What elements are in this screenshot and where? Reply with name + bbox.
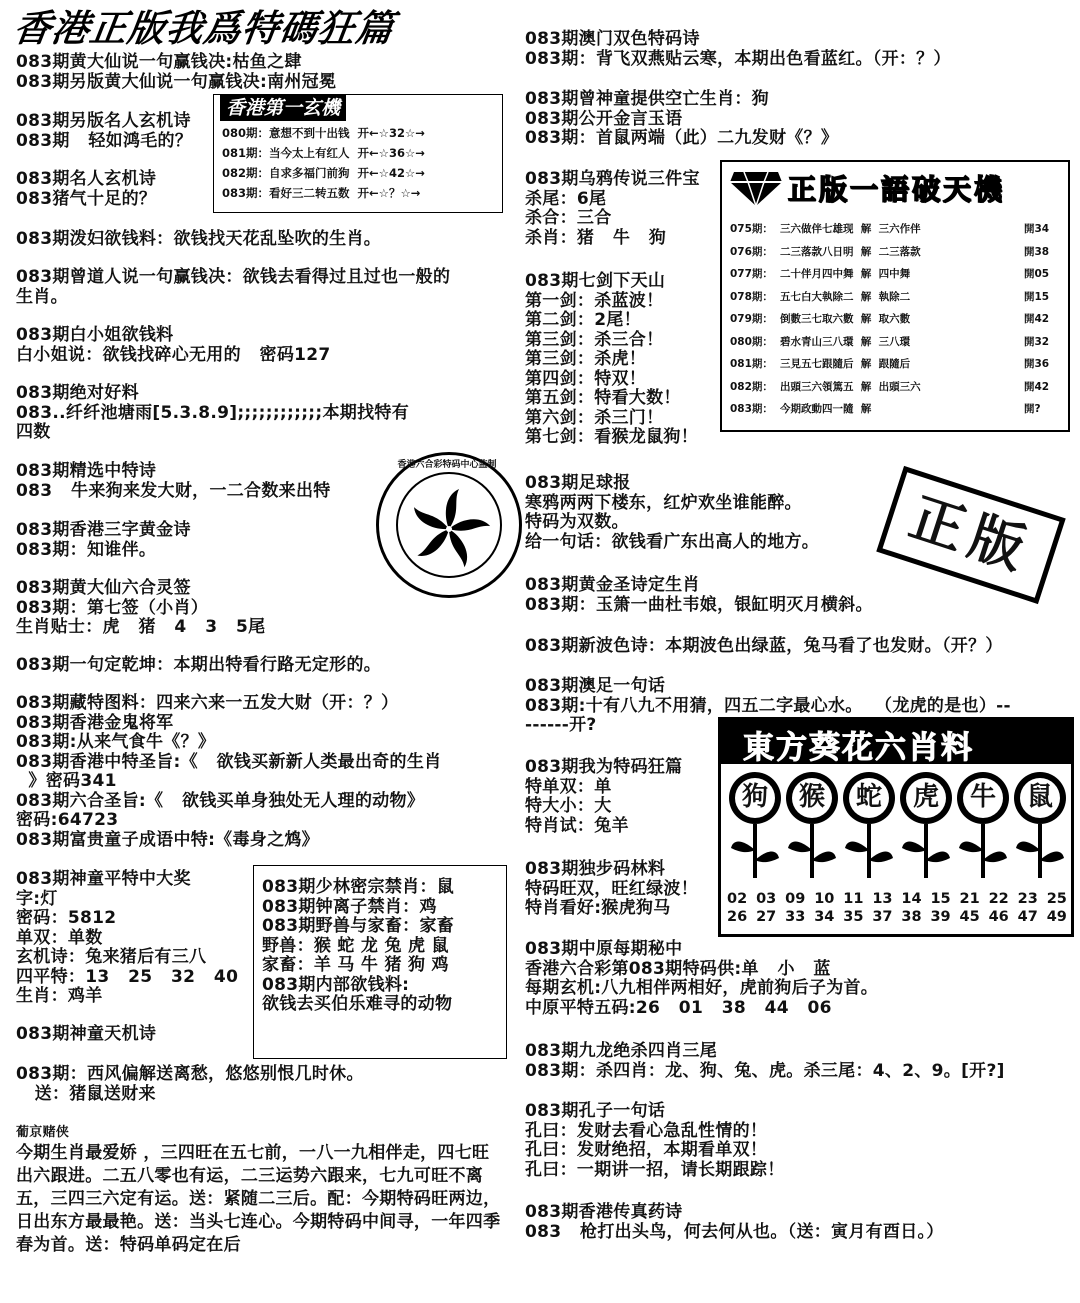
- tianji-result: 開32: [1024, 335, 1050, 348]
- tianji-text: 今期政動四一隨 解: [780, 403, 872, 415]
- xuanji-title: 香港第一玄機: [220, 95, 346, 121]
- zodiac-label: 虎: [912, 782, 939, 812]
- text-line: 083期一句定乾坤：本期出特看行路无定形的。: [16, 655, 382, 675]
- text-line: 生肖：鸡羊: [16, 986, 103, 1006]
- text-line: 083期白小姐欲钱料: [16, 325, 174, 345]
- zodiac-label: 牛: [969, 782, 996, 812]
- tianji-issue: 076期：: [730, 245, 773, 258]
- flower-box: [718, 717, 1074, 937]
- zhengban-stamp: 正版: [876, 466, 1065, 604]
- number-cell: 25: [1046, 891, 1067, 907]
- tianji-row: [730, 353, 1062, 376]
- flower-item: [955, 768, 1011, 880]
- text-line: 孔曰：一期讲一招，请长期跟踪！: [525, 1159, 785, 1180]
- text-line: 083期独步码林料: [525, 859, 666, 879]
- xuanji-row: 080期：意想不到十出钱 开←☆32☆→: [222, 126, 425, 140]
- text-line: 083期黄大仙说一句赢钱决:枯鱼之肆: [16, 52, 302, 72]
- text-line: 083期绝对好料: [16, 383, 139, 403]
- tianji-text: 倒數三七取六數 解 取六數: [780, 313, 911, 325]
- number-cell: 34: [814, 909, 835, 925]
- text-line: 083期公开金言玉语: [525, 108, 683, 129]
- flower-row: [727, 768, 1067, 880]
- zodiac-label: 狗: [741, 782, 768, 812]
- text-line: 每期玄机:八九相伴两相好，虎前狗后子为首。: [525, 978, 879, 998]
- text-line: 家畜：羊 马 牛 猪 狗 鸡: [262, 955, 449, 975]
- text-line: 特肖看好:猴虎狗马: [525, 898, 671, 918]
- tianji-result: 開15: [1024, 290, 1050, 303]
- text-line: 083期香港中特圣旨:《 欲钱买新新人类最出奇的生肖: [16, 751, 442, 772]
- flower-item: [898, 768, 954, 880]
- text-line: 083期曾神童提供空亡生肖：狗: [525, 89, 769, 109]
- zodiac-label: 鼠: [1026, 782, 1053, 812]
- tianji-row: [730, 263, 1062, 286]
- text-line: 密码:64723: [16, 810, 119, 830]
- text-line: 083期澳门双色特码诗: [525, 29, 700, 49]
- text-line: 083期:十有八九不用猜，四五二字最心水。 （龙虎的是也）--: [525, 695, 1011, 716]
- flower-item: [727, 768, 783, 880]
- tianji-row: [730, 398, 1062, 421]
- text-line: 083期六合圣旨:《 欲钱买单身独处无人理的动物》: [16, 790, 425, 811]
- left-block-12: [16, 694, 516, 850]
- right-block-11: [525, 940, 1075, 1018]
- text-line: 特码为双数。: [525, 512, 629, 532]
- text-line: 字:灯: [16, 888, 58, 909]
- tianji-box: [720, 160, 1070, 432]
- bauhinia-icon: [379, 455, 519, 595]
- right-block-14: [525, 1203, 1075, 1242]
- text-line: 083期曾道人说一句赢钱决：欲钱去看得过且过也一般的: [16, 267, 451, 287]
- text-line: 083期香港金鬼将军: [16, 712, 174, 733]
- text-line: 083期：西风偏解送离愁，悠悠别恨几时休。: [16, 1064, 364, 1084]
- text-line: 特肖试：兔羊: [525, 815, 629, 836]
- text-line: 083期另版名人玄机诗: [16, 111, 191, 131]
- text-line: 杀肖：猪 牛 狗: [525, 227, 667, 248]
- text-line: 四平特：13 25 32 40: [16, 966, 239, 987]
- tianji-text: 三見五七跟隨后 解 跟隨后: [780, 358, 911, 370]
- text-line: 083期新波色诗：本期波色出绿蓝，兔马看了也发财。（开？）: [525, 636, 1003, 656]
- text-line: 083期另版黄大仙说一句赢钱决:南州冠冕: [16, 71, 337, 92]
- text-line: 特码旺双，旺红绿波！: [525, 878, 698, 899]
- number-cell: 03: [756, 891, 777, 907]
- text-line: 083期：首鼠两端（此）二九发财《？》: [525, 128, 839, 148]
- tianji-text: 二十伴月四中舞 解 四中舞: [780, 268, 911, 280]
- number-cell: 38: [901, 909, 922, 925]
- text-line: 孔曰：发财绝招，本期看单双！: [525, 1140, 768, 1160]
- text-line: 083期九龙绝杀四肖三尾: [525, 1041, 718, 1061]
- text-line: 第一剑：杀蓝波！: [525, 290, 664, 311]
- tianji-issue: 077期：: [730, 268, 773, 280]
- text-line: 083期藏特图料：四来六来一五发大财（开：？）: [16, 693, 399, 713]
- tianji-result: 開34: [1024, 223, 1050, 235]
- right-block-1: [525, 30, 1075, 69]
- text-line: 玄机诗：兔来猪后有三八: [16, 947, 207, 967]
- shaolin-box: [253, 865, 507, 1059]
- number-cell: 11: [843, 891, 864, 907]
- number-cell: 02: [727, 891, 748, 907]
- tianji-issue: 080期：: [730, 335, 773, 348]
- xuanji-box: [213, 94, 503, 213]
- text-line: 083期神童天机诗: [16, 1024, 157, 1044]
- number-cell: 13: [872, 891, 893, 907]
- zodiac-label: 蛇: [855, 782, 882, 812]
- text-line: 第二剑：2尾！: [525, 310, 641, 330]
- text-line: 第五剑：特看大数！: [525, 388, 681, 408]
- text-line: 第六剑：杀三门！: [525, 407, 664, 428]
- left-block-5: [16, 268, 516, 307]
- tianji-result: 開36: [1024, 358, 1050, 370]
- tianji-issue: 075期：: [730, 223, 773, 235]
- tianji-row: [730, 286, 1062, 309]
- left-block-11: [16, 656, 516, 676]
- number-cell: 23: [1017, 891, 1038, 907]
- text-line: 083期：玉箫一曲杜韦娘，银缸明灭月横斜。: [525, 594, 873, 615]
- text-line: 送：猪鼠送财来: [16, 1083, 156, 1104]
- number-cell: 10: [814, 891, 835, 907]
- text-line: 083期黄金圣诗定生肖: [525, 575, 700, 595]
- left-block-7: [16, 384, 516, 443]
- text-line: 第七剑：看猴龙鼠狗！: [525, 427, 698, 447]
- text-paragraph: 今期生肖最爱娇 ，三四旺在五七前，一八一九相伴走，四七旺出六跟进。二五八零也有运，二三运势六跟来，七九可旺不离五，三四三六定有运。送：紧随二三后。配：今期特码旺两边，日出东方最最艳。送：当头七连心。今期特码中间寻，一年四季春为首。送：特码单码定在后: [16, 1143, 501, 1255]
- page-headline: 香港正版我爲特碼狂篇: [10, 6, 398, 50]
- tianji-row: [730, 331, 1062, 354]
- text-line: 083期内部欲钱料:: [262, 974, 410, 995]
- tianji-row: [730, 218, 1062, 241]
- number-cell: 46: [988, 909, 1009, 925]
- text-line: 083期 轻如鸿毛的？: [16, 130, 193, 151]
- text-line: 083期富贵童子成语中特:《毒身之鸩》: [16, 829, 319, 850]
- text-line: 生肖。: [16, 286, 68, 307]
- number-cell: 26: [727, 909, 748, 925]
- tianji-text: 碧水青山三八環 解 三八環: [780, 335, 911, 348]
- number-cell: 22: [988, 891, 1009, 907]
- left-block-16: [16, 1124, 516, 1257]
- number-row: [727, 890, 1067, 908]
- text-line: 寒鸦两两下楼东，红炉欢坐谁能醉。: [525, 492, 802, 513]
- text-line: 083期我为特码狂篇: [525, 757, 683, 777]
- tianji-title: 正版一語破天機: [788, 173, 1006, 206]
- tianji-text: 出頭三六領篤五 解 出頭三六: [780, 380, 921, 393]
- number-cell: 33: [785, 909, 806, 925]
- tianji-result: 開05: [1024, 268, 1050, 280]
- tianji-text: 三六做伴七雄现 解 三六作伴: [780, 223, 921, 235]
- text-line: 083期：杀四肖：龙、狗、兔、虎。杀三尾：4、2、9。[开?]: [525, 1060, 1005, 1081]
- text-line: 香港六合彩第083期特码供:单 小 蓝: [525, 958, 831, 979]
- right-block-7: [525, 637, 1075, 657]
- flower-item: [784, 768, 840, 880]
- number-cell: 37: [872, 909, 893, 925]
- tianji-result: 開42: [1024, 313, 1050, 325]
- text-line: 083期:从来气食牛《？》: [16, 732, 216, 752]
- tianji-issue: 078期：: [730, 290, 773, 303]
- text-line: 杀合：三合: [525, 208, 612, 228]
- text-line: 083期名人玄机诗: [16, 169, 157, 189]
- tianji-row: [730, 241, 1062, 264]
- text-line: 生肖贴士：虎 猪 4 3 5尾: [16, 617, 266, 637]
- text-line: 083期野兽与家畜：家畜: [262, 916, 455, 936]
- text-line: 083期七剑下天山: [525, 271, 666, 291]
- text-line: 083期：知谁伴。: [16, 539, 157, 560]
- number-cell: 27: [756, 909, 777, 925]
- text-line: 单双：单数: [16, 927, 103, 948]
- text-line: 083期香港传真药诗: [525, 1202, 683, 1222]
- right-block-12: [525, 1042, 1075, 1081]
- diamond-icon: [728, 168, 784, 212]
- text-line: 083期香港三字黄金诗: [16, 520, 191, 540]
- section-title: 葡京赌侠: [16, 1125, 70, 1140]
- text-line: 083期：背飞双燕贴云寒，本期出色看蓝红。（开：？）: [525, 48, 951, 69]
- text-line: 四数: [16, 422, 51, 442]
- tianji-result: 開?: [1024, 403, 1041, 415]
- text-line: 孔曰：发财去看心急乱性情的！: [525, 1120, 768, 1141]
- text-line: 083期乌鸦传说三件宝: [525, 169, 700, 189]
- number-cell: 15: [930, 891, 951, 907]
- text-line: 083期中原每期秘中: [525, 939, 683, 959]
- number-cell: 45: [959, 909, 980, 925]
- tianji-issue: 083期：: [730, 403, 773, 415]
- text-line: 083期足球报: [525, 473, 631, 493]
- text-line: 083期少林密宗禁肖：鼠: [262, 877, 455, 897]
- text-line: 第四剑：特双！: [525, 368, 647, 389]
- flower-item: [1012, 768, 1068, 880]
- number-cell: 09: [785, 891, 806, 907]
- tianji-issue: 079期：: [730, 313, 773, 325]
- tianji-row: [730, 376, 1062, 399]
- text-line: 》密码341: [16, 771, 117, 791]
- text-line: 特单双：单: [525, 776, 612, 797]
- text-line: 白小姐说：欲钱找碎心无用的 密码127: [16, 344, 331, 365]
- flower-item: [841, 768, 897, 880]
- xuanji-row: 082期：自求多福门前狗 开←☆42☆→: [222, 166, 425, 180]
- text-line: 第三剑：杀虎！: [525, 349, 647, 369]
- hk-emblem: [376, 452, 522, 598]
- text-line: 083期澳足一句话: [525, 676, 666, 696]
- xuanji-rows: [222, 123, 425, 203]
- number-cell: 47: [1017, 909, 1038, 925]
- text-line: 083..纤纤池塘雨[5.3.8.9];;;;;;;;;;;;本期找特有: [16, 402, 410, 423]
- number-cell: 14: [901, 891, 922, 907]
- text-line: 083期钟离子禁肖：鸡: [262, 896, 437, 917]
- right-block-13: [525, 1102, 1075, 1180]
- text-line: 083猪气十足的？: [16, 188, 157, 209]
- text-line: 特大小：大: [525, 796, 612, 816]
- left-block-1: [16, 53, 516, 92]
- xuanji-row: 083期：看好三二转五数 开←☆？☆→: [222, 186, 421, 200]
- tianji-result: 開38: [1024, 245, 1050, 258]
- text-line: 083期神童平特中大奖: [16, 869, 191, 889]
- tianji-issue: 081期：: [730, 358, 773, 370]
- right-block-2: [525, 90, 1075, 149]
- flower-title: 東方葵花六肖料: [743, 730, 974, 766]
- xuanji-row: 081期：当今太上有红人 开←☆36☆→: [222, 146, 425, 160]
- text-line: 密码：5812: [16, 908, 117, 928]
- left-block-6: [16, 326, 516, 365]
- left-block-4: [16, 230, 516, 250]
- number-cell: 49: [1046, 909, 1067, 925]
- number-row: [727, 908, 1067, 926]
- tianji-rows: [730, 218, 1062, 421]
- left-block-15: [16, 1065, 516, 1104]
- text-line: 083期：第七签（小肖）: [16, 597, 209, 618]
- number-cell: 21: [959, 891, 980, 907]
- zodiac-label: 猴: [798, 782, 825, 812]
- text-line: 第三剑：杀三合！: [525, 329, 664, 350]
- text-line: 083 枪打出头鸟，何去何从也。（送：寅月有酉日。）: [525, 1221, 944, 1242]
- number-cell: 35: [843, 909, 864, 925]
- tianji-issue: 082期：: [730, 380, 773, 393]
- text-line: 野兽：猴 蛇 龙 兔 虎 鼠: [262, 935, 449, 956]
- number-cell: 39: [930, 909, 951, 925]
- tianji-text: 五七白大執除二 解 執除二: [780, 290, 911, 303]
- text-line: 083期精选中特诗: [16, 461, 157, 481]
- tianji-text: 二三落款八日明 解 二三落款: [780, 245, 921, 258]
- text-line: 083期孔子一句话: [525, 1101, 666, 1121]
- text-line: 中原平特五码:26 01 38 44 06: [525, 997, 832, 1018]
- tianji-row: [730, 308, 1062, 331]
- text-line: 欲钱去买伯乐难寻的动物: [262, 994, 453, 1014]
- text-line: 给一句话：欲钱看广东出高人的地方。: [525, 531, 820, 552]
- text-line: 083期泼妇欲钱料：欲钱找天花乱坠吹的生肖。: [16, 229, 382, 249]
- text-line: 杀尾：6尾: [525, 188, 607, 209]
- tianji-result: 開42: [1024, 380, 1050, 393]
- emblem-text: 香港六合彩特码中心监制: [397, 460, 497, 470]
- text-line: 083 牛来狗来发大财，一二合数来出特: [16, 480, 331, 501]
- text-line: ------开?: [525, 715, 597, 735]
- text-line: 083期黄大仙六合灵签: [16, 578, 191, 598]
